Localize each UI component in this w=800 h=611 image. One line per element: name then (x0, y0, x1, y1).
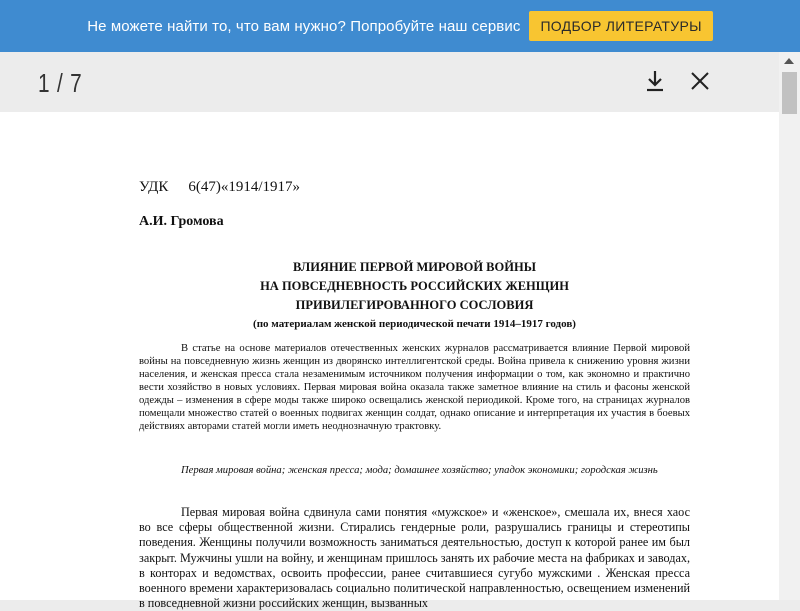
title-line: ПРИВИЛЕГИРОВАННОГО СОСЛОВИЯ (295, 298, 534, 312)
download-icon[interactable] (642, 68, 668, 94)
document-page (0, 112, 779, 611)
udk-code: 6(47)«1914/1917» (188, 179, 301, 195)
title-line: НА ПОВСЕДНЕВНОСТЬ РОССИЙСКИХ ЖЕНЩИН (260, 279, 569, 293)
title-line: ВЛИЯНИЕ ПЕРВОЙ МИРОВОЙ ВОЙНЫ (293, 260, 536, 274)
article-subtitle: (по материалам женской периодической печати 1914–1917 годов) (253, 318, 576, 330)
scroll-thumb[interactable] (782, 72, 797, 114)
article-title (139, 258, 690, 334)
scroll-up-arrow-icon[interactable] (784, 58, 794, 64)
author-name: А.И. Громова (139, 214, 224, 229)
promo-banner (0, 0, 800, 52)
vertical-scrollbar[interactable] (779, 52, 800, 600)
close-icon[interactable] (687, 68, 713, 94)
udk-label: УДК (139, 179, 169, 195)
page-counter: 1 / 7 (38, 68, 83, 98)
viewer-toolbar (0, 52, 779, 112)
keywords: Первая мировая война; женская пресса; мода; домашнее хозяйство; упадок экономики; городская жизнь (181, 465, 658, 476)
banner-text: Не можете найти то, что вам нужно? Попробуйте наш сервис (87, 17, 521, 35)
body-paragraph: Первая мировая война сдвинула сами понятия «мужское» и «женское», смешала их, внеся хаос во все сферы общественной жизни. Стирались гендерные роли, разрушались границы и стереотипы поведения. Женщины получили возможность заниматься деятельностью, доступ к которой ранее им был закрыт. Мужчины ушли на войну, и женщинам пришлось занять их рабочие места на фабриках и заводах, в конторах и ведомствах, освоить профессии, ранее считавшиеся сугубо мужскими . Женская пресса военного времени характеризовалась социально политической направленностью, освещением изменений в повседневной жизни российских женщин, вызванных (139, 505, 690, 611)
udk-line (139, 179, 300, 196)
abstract: В статье на основе материалов отечественных женских журналов рассматривается влияние Первой мировой войны на повседневную жизнь женщин из дворянско интеллигентской среды. Война привела к снижению уровня жизни населения, и женская пресса стала незаменимым источником получения информации о том, как экономно и практично вести хозяйство в новых условиях. Первая мировая война оказала также заметное влияние на стиль и фасоны женской одежды – изменения в сфере моды также широко освещались женской периодикой. Кроме того, на страницах журналов помещали множество статей о военных подвигах женщин солдат, однако описание и интерпретация их участия в боевых действиях авторами статей могли иметь неоднозначную трактовку. (139, 343, 690, 432)
literature-selection-button[interactable]: ПОДБОР ЛИТЕРАТУРЫ (529, 11, 712, 41)
